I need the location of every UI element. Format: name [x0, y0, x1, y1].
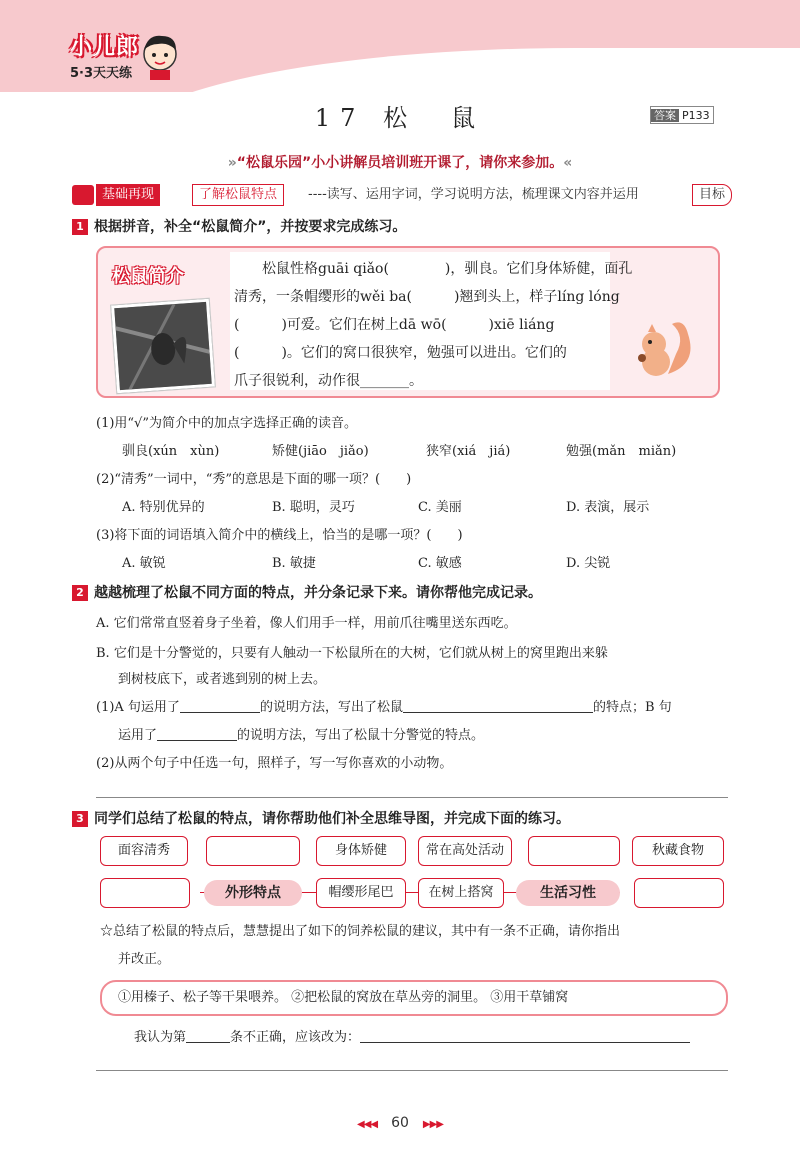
arrow-right-icon: ▶▶▶ — [422, 1119, 443, 1130]
q2-sentence-b2: 到树枝底下，或者逃到别的树上去。 — [118, 672, 327, 687]
lesson-title: 17 松 鼠 — [314, 104, 486, 132]
q2-sentence-a: A. 它们常常直竖着身子坐着，像人们用手一样，用前爪往嘴里送东西吃。 — [96, 616, 517, 631]
mind-node-blank-2[interactable] — [100, 878, 190, 908]
question-number: 1 — [72, 219, 88, 235]
question-3 — [72, 808, 570, 828]
question-text: 越越梳理了松鼠不同方面的特点，并分条记录下来。请你帮他完成记录。 — [94, 585, 542, 601]
section-bar — [72, 184, 732, 206]
q3-prompt-1: ☆总结了松鼠的特点后，慧慧提出了如下的饲养松鼠的建议，其中有一条不正确，请你指出 — [100, 924, 621, 939]
answer-part-b: 条不正确，应该改为： — [230, 1030, 361, 1045]
mind-node-store-food: 秋藏食物 — [632, 836, 724, 866]
answer-reference — [650, 106, 714, 124]
blank-method-b[interactable] — [157, 728, 237, 741]
mind-node-high-places: 常在高处活动 — [418, 836, 512, 866]
intro-line-5: 爪子很锐利，动作很_______。 — [234, 373, 423, 389]
sub3-option-c: C. 敏感 — [418, 556, 462, 571]
squirrel-intro-box — [96, 246, 720, 398]
reading-2: 矫健(jiāo jiǎo) — [272, 444, 369, 459]
q2-sub2: (2)从两个句子中任选一句，照样子，写一写你喜欢的小动物。 — [96, 756, 453, 771]
sub3-option-b: B. 敏捷 — [272, 556, 316, 571]
sub2-option-d: D. 表演，展示 — [566, 500, 650, 515]
sub3-option-d: D. 尖锐 — [566, 556, 611, 571]
suggestions-text: ①用榛子、松子等干果喂养。 ②把松鼠的窝放在草丛旁的洞里。 ③用干草铺窝 — [118, 990, 569, 1005]
reading-3: 狭窄(xiá jiá) — [426, 444, 511, 459]
reading-4: 勉强(mǎn miǎn) — [566, 444, 677, 459]
answer-key-label: 答案 — [651, 109, 679, 122]
intro-line — [0, 152, 800, 172]
intro-arrow-right: « — [563, 155, 573, 171]
sub2-option-c: C. 美丽 — [418, 500, 462, 515]
s1-part-a: (1)A 句运用了 — [96, 700, 180, 715]
reading-1: 驯良(xún xùn) — [122, 444, 220, 459]
q3-prompt-2: 并改正。 — [118, 952, 171, 967]
mind-node-blank-3[interactable] — [528, 836, 620, 866]
intro-line-2: 清秀，一条帽缨形的wěi ba( )翘到头上，样子líng lóng — [234, 289, 620, 305]
section-topic: 了解松鼠特点 — [192, 184, 284, 206]
q2-sub1-line2 — [118, 724, 484, 743]
intro-text: “松鼠乐园”小小讲解员培训班开课了，请你来参加。 — [236, 155, 564, 171]
squirrel-photo — [111, 299, 215, 394]
page-number-area — [0, 1112, 800, 1132]
book-icon — [72, 185, 94, 205]
blank-correction[interactable] — [360, 1030, 690, 1043]
section-name: 基础再现 — [96, 184, 160, 206]
intro-arrow-left: » — [227, 155, 237, 171]
sub2-option-a: A. 特别优异的 — [122, 500, 205, 515]
hub-appearance: 外形特点 — [204, 880, 302, 906]
question-number: 3 — [72, 811, 88, 827]
mind-node-tail: 帽缨形尾巴 — [316, 878, 406, 908]
blank-item-number[interactable] — [186, 1030, 230, 1043]
arrow-left-icon: ◀◀◀ — [357, 1119, 378, 1130]
squirrel-icon — [628, 314, 698, 380]
question-1 — [72, 216, 406, 236]
blank-method-a[interactable] — [180, 700, 260, 713]
answer-page: P133 — [682, 109, 710, 122]
q3-answer-line — [134, 1026, 690, 1045]
question-text: 同学们总结了松鼠的特点，请你帮助他们补全思维导图，并完成下面的练习。 — [94, 811, 570, 827]
s1-part-d: 运用了 — [118, 728, 158, 743]
intro-line-3: ( )可爱。它们在树上dā wō( )xiē liáng — [234, 317, 555, 333]
intro-box-title: 松鼠简介 — [112, 266, 184, 287]
q2-sentence-b1: B. 它们是十分警觉的，只要有人触动一下松鼠所在的大树，它们就从树上的窝里跑出来躲 — [96, 646, 608, 661]
q2-sub1-line1 — [96, 696, 672, 715]
s1-part-b: 的说明方法，写出了松鼠 — [259, 700, 403, 715]
mind-node-nest: 在树上搭窝 — [418, 878, 504, 908]
page-number: 60 — [391, 1115, 409, 1131]
q1-sub1: (1)用“√”为简介中的加点字选择正确的读音。 — [96, 416, 357, 431]
answer-line-2[interactable] — [96, 1070, 728, 1071]
intro-line-4: ( )。它们的窝口很狭窄，勉强可以进出。它们的 — [234, 345, 567, 361]
section-goal: 目标 — [692, 184, 732, 206]
question-number: 2 — [72, 585, 88, 601]
intro-line-1: 松鼠性格guāi qiǎo( )，驯良。它们身体矫健，面孔 — [234, 261, 633, 277]
suggestions-box — [100, 980, 728, 1016]
mind-node-face: 面容清秀 — [100, 836, 188, 866]
mascot-boy-icon — [138, 30, 182, 80]
hub-habits: 生活习性 — [516, 880, 620, 906]
q1-sub2: (2)“清秀”一词中，“秀”的意思是下面的哪一项？( ) — [96, 472, 412, 487]
answer-line[interactable] — [96, 797, 728, 798]
section-description: ----读写、运用字词，学习说明方法，梳理课文内容并运用 — [308, 187, 639, 202]
sub3-option-a: A. 敏锐 — [122, 556, 166, 571]
brand-name: 小儿郎 — [70, 35, 140, 60]
mind-node-blank-4[interactable] — [634, 878, 724, 908]
brand-subtitle: 5·3天天练 — [70, 66, 133, 81]
answer-part-a: 我认为第 — [134, 1030, 187, 1045]
q1-sub3: (3)将下面的词语填入简介中的横线上，恰当的是哪一项？( ) — [96, 528, 463, 543]
mind-node-agile: 身体矫健 — [316, 836, 406, 866]
question-text: 根据拼音，补全“松鼠简介”，并按要求完成练习。 — [94, 219, 407, 235]
s1-part-e: 的说明方法，写出了松鼠十分警觉的特点。 — [237, 728, 485, 743]
sub2-option-b: B. 聪明，灵巧 — [272, 500, 355, 515]
s1-part-c: 的特点；B 句 — [592, 700, 672, 715]
mind-node-blank-1[interactable] — [206, 836, 300, 866]
question-2 — [72, 582, 542, 602]
blank-feature-a[interactable] — [403, 700, 593, 713]
